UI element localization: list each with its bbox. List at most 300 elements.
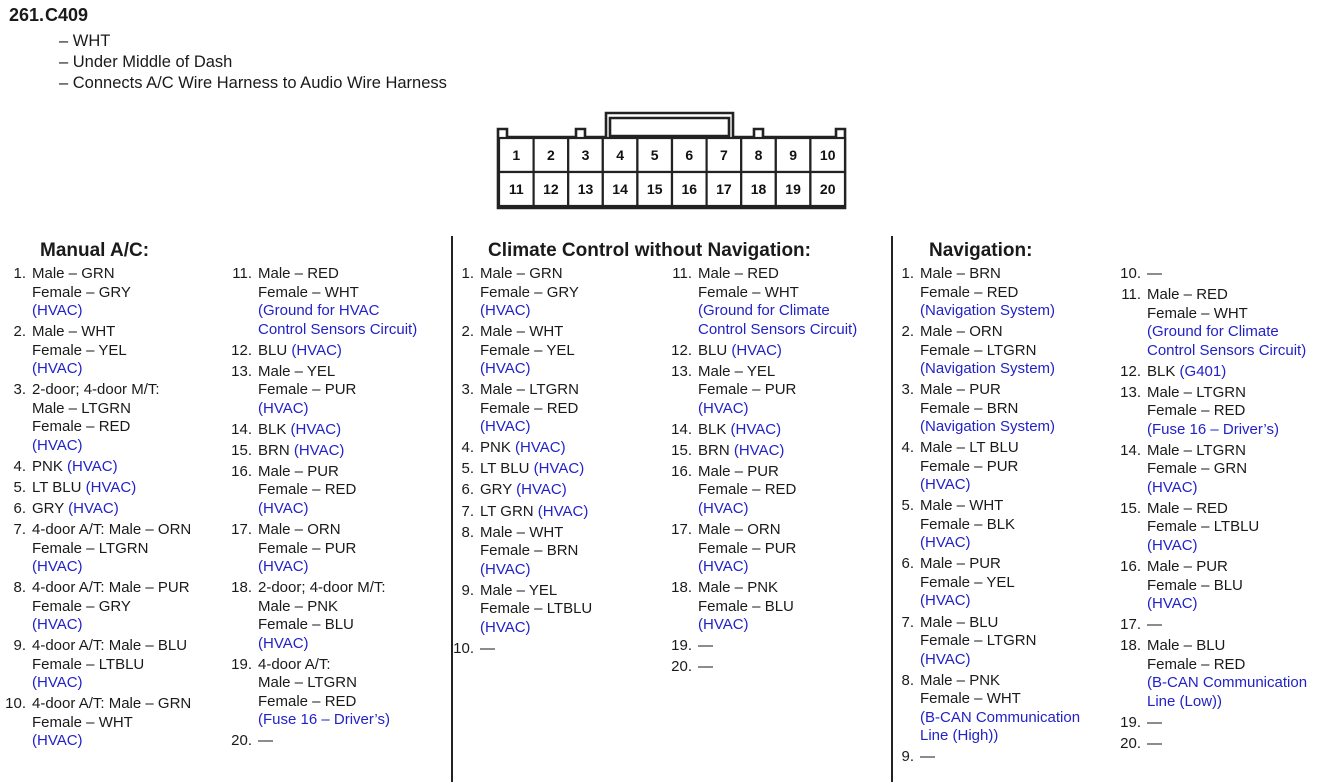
pin-entry bbox=[230, 265, 417, 339]
reference-link[interactable]: (HVAC) bbox=[698, 558, 749, 576]
pin-line bbox=[480, 640, 592, 659]
reference-link[interactable]: (HVAC) bbox=[32, 732, 83, 750]
reference-link[interactable]: (HVAC) bbox=[920, 592, 971, 610]
pin-number: 7. bbox=[901, 613, 914, 631]
wire-text: Male – RED bbox=[258, 265, 339, 282]
reference-link[interactable]: (Ground for Climate bbox=[1147, 323, 1279, 341]
pin-line bbox=[258, 381, 417, 400]
pin-line bbox=[920, 534, 1080, 553]
connector-latch bbox=[610, 118, 729, 136]
reference-link[interactable]: (HVAC) bbox=[293, 441, 345, 459]
reference-link[interactable]: (HVAC) bbox=[1147, 478, 1198, 496]
pin-entry bbox=[1119, 286, 1307, 360]
pin-entry bbox=[1119, 265, 1307, 284]
pin-number: 19. bbox=[1120, 713, 1141, 731]
reference-link[interactable]: (HVAC) bbox=[32, 436, 83, 454]
pin-line bbox=[480, 342, 592, 361]
pin-line bbox=[32, 458, 191, 477]
pin-number: 2. bbox=[461, 323, 474, 341]
pin-line bbox=[32, 400, 191, 419]
reference-link[interactable]: (HVAC) bbox=[67, 457, 118, 475]
pin-line bbox=[698, 616, 857, 635]
wire-text: Male – GRN bbox=[32, 265, 115, 282]
pin-line bbox=[258, 500, 417, 519]
pin-number: 3. bbox=[13, 381, 26, 399]
reference-link[interactable]: (HVAC) bbox=[258, 399, 309, 417]
pin-entry bbox=[452, 503, 592, 522]
wire-text: 2-door; 4-door M/T: bbox=[258, 579, 386, 597]
pin-number: 13. bbox=[671, 362, 692, 380]
reference-link[interactable]: (HVAC) bbox=[291, 341, 342, 359]
reference-link[interactable]: (Navigation System) bbox=[920, 360, 1056, 378]
pin-line bbox=[480, 360, 592, 379]
reference-link[interactable]: (HVAC) bbox=[32, 558, 83, 576]
wire-text: LT BLU bbox=[32, 478, 86, 496]
reference-link[interactable]: (HVAC) bbox=[1147, 536, 1198, 554]
pin-line bbox=[920, 476, 1080, 495]
pin-label: 15 bbox=[646, 181, 663, 197]
pin-number: 6. bbox=[901, 555, 914, 573]
pin-line bbox=[1147, 674, 1307, 693]
pin-line bbox=[920, 323, 1080, 342]
pin-line bbox=[1147, 693, 1307, 712]
reference-link[interactable]: (HVAC) bbox=[920, 650, 971, 668]
pin-line bbox=[698, 637, 857, 656]
wire-text: Female – RED bbox=[258, 481, 357, 499]
pin-label: 6 bbox=[685, 147, 694, 163]
wire-text: — bbox=[1147, 265, 1162, 282]
pin-number: 4. bbox=[13, 457, 26, 475]
pin-line bbox=[32, 342, 191, 361]
pin-entry bbox=[452, 381, 592, 437]
pin-number: 12. bbox=[231, 341, 252, 359]
pin-label: 2 bbox=[547, 147, 555, 163]
wire-text: Female – PUR bbox=[698, 381, 797, 399]
pin-number: 17. bbox=[671, 521, 692, 539]
wire-text: BLK bbox=[258, 420, 291, 438]
pin-label: 5 bbox=[650, 147, 659, 163]
pin-line bbox=[698, 421, 857, 440]
pin-list bbox=[1119, 265, 1307, 756]
pin-line bbox=[920, 418, 1080, 437]
pin-line bbox=[698, 442, 857, 461]
pin-line bbox=[258, 693, 417, 712]
pin-number: 2. bbox=[13, 323, 26, 341]
pin-line bbox=[32, 521, 191, 540]
reference-link[interactable]: (HVAC) bbox=[290, 420, 342, 438]
wire-text: Female – WHT bbox=[258, 283, 359, 301]
wire-text: — bbox=[1147, 734, 1162, 752]
reference-link[interactable]: (HVAC) bbox=[32, 616, 83, 634]
pin-entry bbox=[892, 381, 1080, 437]
pin-line bbox=[258, 284, 417, 303]
pin-line bbox=[1147, 735, 1307, 754]
pin-list bbox=[230, 265, 417, 753]
pin-entry bbox=[670, 521, 857, 577]
pin-number: 5. bbox=[13, 478, 26, 496]
pin-entry bbox=[230, 421, 417, 440]
pin-line bbox=[480, 381, 592, 400]
pin-entry bbox=[230, 732, 417, 751]
pin-number: 14. bbox=[671, 420, 692, 438]
pin-line bbox=[258, 442, 417, 461]
pin-entry bbox=[670, 637, 857, 656]
pin-line bbox=[480, 460, 592, 479]
pin-line bbox=[480, 265, 592, 284]
pin-line bbox=[920, 727, 1080, 746]
pin-line bbox=[920, 690, 1080, 709]
pin-line bbox=[480, 400, 592, 419]
wire-text: Male – YEL bbox=[698, 362, 776, 380]
wire-text: Male – PUR bbox=[698, 462, 779, 480]
pin-entry bbox=[892, 614, 1080, 670]
pin-line bbox=[258, 616, 417, 635]
reference-link[interactable]: (HVAC) bbox=[533, 460, 585, 478]
pin-entry bbox=[1119, 558, 1307, 614]
pin-line bbox=[258, 558, 417, 577]
pin-label: 19 bbox=[785, 181, 801, 197]
reference-link[interactable]: (HVAC) bbox=[698, 616, 749, 634]
wire-text: BLK bbox=[1147, 362, 1180, 380]
reference-link[interactable]: (HVAC) bbox=[1147, 595, 1198, 613]
pin-entry bbox=[452, 481, 592, 500]
pin-line bbox=[258, 521, 417, 540]
pin-entry bbox=[230, 363, 417, 419]
section-title-navigation: Navigation: bbox=[929, 240, 1033, 261]
reference-link[interactable]: (Fuse 16 – Driver’s) bbox=[1147, 420, 1279, 438]
pin-line bbox=[698, 500, 857, 519]
pin-number: 9. bbox=[901, 748, 914, 766]
pin-number: 8. bbox=[461, 523, 474, 541]
pin-line bbox=[258, 400, 417, 419]
reference-link[interactable]: (Navigation System) bbox=[920, 418, 1056, 436]
pin-line bbox=[698, 658, 857, 677]
pin-entry bbox=[1119, 714, 1307, 733]
pin-line bbox=[32, 714, 191, 733]
pin-entry bbox=[452, 439, 592, 458]
reference-link[interactable]: (HVAC) bbox=[32, 302, 83, 319]
pin-line bbox=[698, 540, 857, 559]
reference-link[interactable]: (HVAC) bbox=[480, 302, 531, 319]
pin-label: 12 bbox=[543, 181, 559, 197]
pin-entry bbox=[670, 421, 857, 440]
reference-link[interactable]: (B-CAN Communication bbox=[920, 708, 1081, 726]
pin-entry bbox=[452, 524, 592, 580]
pin-line bbox=[1147, 537, 1307, 556]
pin-line bbox=[920, 342, 1080, 361]
pin-number: 5. bbox=[461, 460, 474, 478]
pin-label: 7 bbox=[720, 147, 728, 163]
reference-link[interactable]: (Fuse 16 – Driver’s) bbox=[258, 711, 390, 729]
pin-list bbox=[4, 265, 191, 753]
reference-link[interactable]: Control Sensors Circuit) bbox=[698, 320, 858, 338]
pin-entry bbox=[4, 458, 191, 477]
pin-line bbox=[480, 542, 592, 561]
pin-line bbox=[698, 558, 857, 577]
pin-entry bbox=[1119, 637, 1307, 711]
pin-entry bbox=[452, 460, 592, 479]
page-title bbox=[9, 5, 88, 26]
wire-text: — bbox=[1147, 713, 1162, 731]
pin-line bbox=[32, 598, 191, 617]
reference-link[interactable]: (HVAC) bbox=[85, 478, 137, 496]
wire-text: Male – RED bbox=[698, 265, 779, 282]
wire-text: — bbox=[1147, 616, 1162, 634]
wire-text: BLU bbox=[258, 341, 292, 359]
pin-line bbox=[1147, 460, 1307, 479]
pin-label: 9 bbox=[789, 147, 797, 163]
pin-entry bbox=[4, 521, 191, 577]
wire-text: Female – BRN bbox=[920, 399, 1019, 417]
pin-line bbox=[32, 360, 191, 379]
pin-number: 18. bbox=[231, 579, 252, 597]
wire-text: PNK bbox=[32, 457, 68, 475]
reference-link[interactable]: (HVAC) bbox=[515, 439, 566, 457]
wire-text: Male – YEL bbox=[258, 362, 336, 380]
pin-line bbox=[258, 711, 417, 730]
pin-number: 11. bbox=[1121, 286, 1141, 304]
wire-text: Female – WHT bbox=[32, 713, 133, 731]
pin-line bbox=[32, 656, 191, 675]
pin-line bbox=[32, 616, 191, 635]
wire-text: Female – WHT bbox=[1147, 304, 1248, 322]
pin-line bbox=[258, 463, 417, 482]
pin-line bbox=[258, 265, 417, 284]
pin-line bbox=[480, 582, 592, 601]
reference-link[interactable]: (HVAC) bbox=[480, 618, 531, 636]
pin-line bbox=[698, 463, 857, 482]
pin-line bbox=[1147, 286, 1307, 305]
wire-text: Female – WHT bbox=[698, 283, 799, 301]
pin-line bbox=[32, 732, 191, 751]
reference-link[interactable]: (G401) bbox=[1179, 362, 1227, 380]
reference-link[interactable]: (B-CAN Communication bbox=[1147, 674, 1308, 692]
wire-text: Male – WHT bbox=[32, 323, 116, 341]
wire-text: Female – BLU bbox=[258, 616, 354, 634]
wire-text: Male – PUR bbox=[258, 462, 339, 480]
reference-link[interactable]: (HVAC) bbox=[516, 481, 567, 499]
reference-link[interactable]: (HVAC) bbox=[920, 534, 971, 552]
pin-label: 16 bbox=[681, 181, 698, 197]
reference-link[interactable]: Line (Low)) bbox=[1147, 692, 1223, 710]
pin-line bbox=[258, 598, 417, 617]
section-title-climate-control: Climate Control without Navigation: bbox=[488, 240, 811, 261]
pin-line bbox=[480, 439, 592, 458]
pin-number: 3. bbox=[901, 381, 914, 399]
reference-link[interactable]: (HVAC) bbox=[32, 674, 83, 692]
wire-text: Female – LTGRN bbox=[920, 341, 1037, 359]
wire-text: Male – RED bbox=[1147, 499, 1228, 517]
pin-number: 8. bbox=[901, 671, 914, 689]
reference-link[interactable]: Line (High)) bbox=[920, 727, 999, 745]
wire-text: Female – YEL bbox=[480, 341, 575, 359]
pin-entry bbox=[892, 497, 1080, 553]
wire-text: Male – LT BLU bbox=[920, 439, 1019, 457]
pin-line bbox=[258, 481, 417, 500]
pin-line bbox=[698, 579, 857, 598]
reference-link[interactable]: (Navigation System) bbox=[920, 302, 1056, 319]
wire-text: — bbox=[258, 732, 273, 750]
pin-number: 18. bbox=[671, 579, 692, 597]
pin-list bbox=[670, 265, 857, 679]
wire-text: Male – RED bbox=[1147, 286, 1228, 304]
pin-number: 9. bbox=[13, 637, 26, 655]
reference-link[interactable]: (HVAC) bbox=[480, 418, 531, 436]
pin-line bbox=[1147, 518, 1307, 537]
pin-line bbox=[32, 302, 191, 321]
wire-text: Male – LTGRN bbox=[480, 381, 579, 399]
pin-line bbox=[480, 418, 592, 437]
reference-link[interactable]: Control Sensors Circuit) bbox=[1147, 341, 1307, 359]
wire-text: Female – RED bbox=[480, 399, 579, 417]
wire-text: Male – LTGRN bbox=[1147, 441, 1246, 459]
wire-text: 4-door A/T: Male – PUR bbox=[32, 579, 190, 597]
pin-line bbox=[258, 342, 417, 361]
connector-number: 261. bbox=[9, 5, 45, 25]
wire-text: Female – RED bbox=[32, 418, 131, 436]
wire-text: Male – PNK bbox=[258, 597, 339, 615]
pin-line bbox=[258, 674, 417, 693]
reference-link[interactable]: (HVAC) bbox=[698, 499, 749, 517]
pin-label: 18 bbox=[750, 181, 767, 197]
wire-text: Male – YEL bbox=[480, 581, 558, 599]
reference-link[interactable]: (HVAC) bbox=[480, 560, 531, 578]
wire-text: Female – LTGRN bbox=[920, 632, 1037, 650]
pin-number: 14. bbox=[231, 420, 252, 438]
pin-line bbox=[1147, 265, 1307, 284]
pin-line bbox=[480, 323, 592, 342]
reference-link[interactable]: (Ground for HVAC bbox=[258, 302, 380, 319]
pin-number: 7. bbox=[461, 502, 474, 520]
pin-number: 11. bbox=[672, 265, 692, 282]
detail-color: – WHT bbox=[59, 32, 111, 50]
wire-text: Female – PUR bbox=[258, 539, 357, 557]
wire-text: Male – BRN bbox=[920, 265, 1001, 282]
reference-link[interactable]: Control Sensors Circuit) bbox=[258, 320, 418, 338]
pin-line bbox=[1147, 442, 1307, 461]
pin-line bbox=[920, 284, 1080, 303]
wire-text: Female – RED bbox=[920, 283, 1019, 301]
pin-line bbox=[1147, 305, 1307, 324]
pin-number: 4. bbox=[901, 439, 914, 457]
pin-line bbox=[920, 592, 1080, 611]
pin-entry bbox=[670, 363, 857, 419]
pin-label: 17 bbox=[716, 181, 732, 197]
pin-entry bbox=[4, 500, 191, 519]
connector-diagram bbox=[496, 110, 848, 212]
pin-entry bbox=[892, 265, 1080, 321]
reference-link[interactable]: (Ground for Climate bbox=[698, 302, 830, 319]
pin-number: 10. bbox=[5, 695, 26, 713]
pin-label: 4 bbox=[616, 147, 624, 163]
connector-id: C409 bbox=[45, 5, 89, 25]
wire-text: Female – BRN bbox=[480, 542, 579, 560]
pin-line bbox=[920, 360, 1080, 379]
reference-link[interactable]: (HVAC) bbox=[258, 499, 309, 517]
pin-number: 16. bbox=[231, 462, 252, 480]
pin-number: 10. bbox=[453, 639, 474, 657]
pin-line bbox=[1147, 363, 1307, 382]
section-title-manual-ac: Manual A/C: bbox=[40, 240, 150, 261]
pin-number: 16. bbox=[1120, 558, 1141, 576]
detail-function: – Connects A/C Wire Harness to Audio Wire Harness bbox=[59, 74, 447, 92]
pin-entry bbox=[4, 695, 191, 751]
wire-text: Female – GRN bbox=[1147, 460, 1248, 478]
reference-link[interactable]: (HVAC) bbox=[730, 420, 782, 438]
reference-link[interactable]: (HVAC) bbox=[480, 360, 531, 378]
pin-line bbox=[32, 381, 191, 400]
pin-line bbox=[258, 579, 417, 598]
pin-number: 1. bbox=[13, 265, 26, 282]
reference-link[interactable]: (HVAC) bbox=[537, 502, 589, 520]
pin-entry bbox=[452, 323, 592, 379]
pin-line bbox=[920, 555, 1080, 574]
wire-text: Female – LTBLU bbox=[32, 655, 145, 673]
pin-line bbox=[480, 503, 592, 522]
pin-number: 6. bbox=[13, 499, 26, 517]
wire-text: Female – RED bbox=[1147, 655, 1246, 673]
wire-text: LT BLU bbox=[480, 460, 534, 478]
wire-text: Female – BLU bbox=[698, 597, 794, 615]
reference-link[interactable]: (HVAC) bbox=[258, 634, 309, 652]
reference-link[interactable]: (HVAC) bbox=[733, 441, 785, 459]
pin-line bbox=[480, 284, 592, 303]
reference-link[interactable]: (HVAC) bbox=[731, 341, 782, 359]
reference-link[interactable]: (HVAC) bbox=[258, 558, 309, 576]
pin-line bbox=[920, 497, 1080, 516]
pin-number: 12. bbox=[671, 341, 692, 359]
pin-line bbox=[698, 481, 857, 500]
wire-text: Male – WHT bbox=[920, 497, 1004, 515]
pin-line bbox=[698, 381, 857, 400]
wire-text: Female – BLK bbox=[920, 515, 1016, 533]
pin-line bbox=[32, 418, 191, 437]
pin-number: 18. bbox=[1120, 637, 1141, 655]
pin-entry bbox=[670, 579, 857, 635]
pin-entry bbox=[892, 555, 1080, 611]
pin-line bbox=[1147, 500, 1307, 519]
wire-text: Male – GRN bbox=[480, 265, 563, 282]
pin-line bbox=[258, 421, 417, 440]
pin-line bbox=[920, 265, 1080, 284]
pin-line bbox=[1147, 714, 1307, 733]
reference-link[interactable]: (HVAC) bbox=[698, 399, 749, 417]
pin-line bbox=[32, 540, 191, 559]
reference-link[interactable]: (HVAC) bbox=[920, 476, 971, 494]
wire-text: Male – PNK bbox=[698, 579, 779, 597]
pin-number: 6. bbox=[461, 481, 474, 499]
pin-line bbox=[480, 302, 592, 321]
wire-text: BLK bbox=[698, 420, 731, 438]
wire-text: BRN bbox=[698, 441, 734, 459]
pin-entry bbox=[1119, 500, 1307, 556]
pin-entry bbox=[4, 265, 191, 321]
reference-link[interactable]: (HVAC) bbox=[68, 499, 119, 517]
wire-text: Female – GRY bbox=[32, 597, 131, 615]
wire-text: Male – LTGRN bbox=[1147, 383, 1246, 401]
reference-link[interactable]: (HVAC) bbox=[32, 360, 83, 378]
wire-text: Female – YEL bbox=[32, 341, 127, 359]
pin-number: 2. bbox=[901, 323, 914, 341]
wire-text: Female – BLU bbox=[1147, 576, 1243, 594]
pin-number: 14. bbox=[1120, 441, 1141, 459]
pin-line bbox=[258, 656, 417, 675]
wire-text: Male – BLU bbox=[1147, 637, 1226, 655]
pin-line bbox=[920, 632, 1080, 651]
wire-text: Male – LTGRN bbox=[32, 399, 131, 417]
pin-entry bbox=[670, 265, 857, 339]
pin-number: 15. bbox=[671, 441, 692, 459]
